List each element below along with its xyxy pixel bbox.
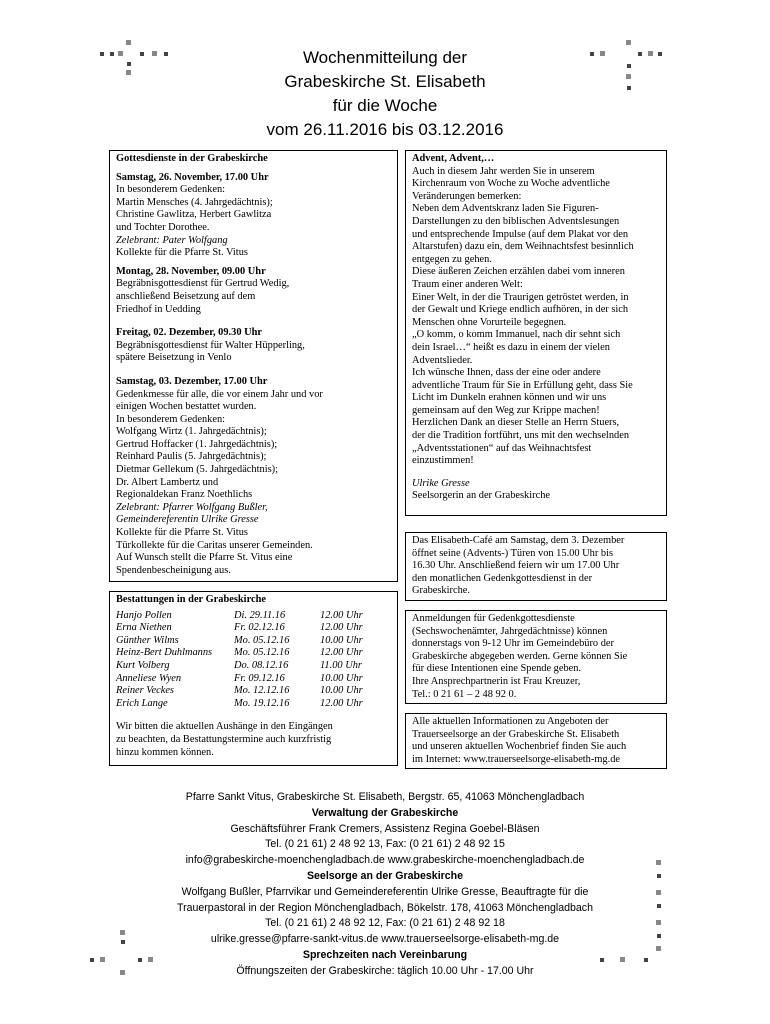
service-4-line: Regionaldekan Franz Noethlichs — [116, 489, 253, 501]
advent-text-line: Adventslieder. — [412, 354, 473, 366]
burial-row — [116, 647, 380, 660]
footer-pastoral-staff: Wolfgang Bußler, Pfarrvikar und Gemeindereferentin Ulrike Gresse, Beauftragte für die — [181, 885, 589, 898]
footer — [110, 790, 660, 980]
footer-pastoral-heading: Seelsorge an der Grabeskirche — [306, 869, 464, 882]
service-4-collection: Kollekte für die Pfarre St. Vitus — [116, 527, 248, 539]
page-title — [110, 46, 660, 142]
advent-text-line: Auch in diesem Jahr werden Sie in unserem — [412, 165, 595, 177]
advent-role: Seelsorgerin an der Grabeskirche — [412, 490, 551, 502]
advent-text-line: Licht im Dunkeln erahnen können und wir uns — [412, 392, 607, 404]
burial-date: Mo. 05.12.16 — [234, 647, 290, 659]
burial-date: Mo. 05.12.16 — [234, 634, 290, 646]
burial-date: Fr. 02.12.16 — [234, 622, 285, 634]
advent-text-line: Neben dem Adventskranz laden Sie Figuren- — [412, 203, 599, 215]
registration-text-line: Anmeldungen für Gedenkgottesdienste — [412, 613, 575, 624]
advent-text-line: Veränderungen bemerken: — [412, 190, 522, 202]
service-4-line: Reinhard Paulis (5. Jahrgedächtnis); — [116, 451, 267, 463]
burial-time: 12.00 Uhr — [320, 609, 363, 621]
registration-text-line: Tel.: 0 21 61 – 2 48 92 0. — [412, 688, 517, 700]
advent-text-line: „Adventsstationen“ auf das Weihnachtsfest — [412, 442, 592, 454]
title-line-1: Wochenmitteilung der — [302, 48, 468, 67]
footer-pastoral-address: Trauerpastoral in der Region Mönchengladbach, Bökelstr. 178, 41063 Mönchengladbach — [177, 901, 593, 914]
title-line-3: für die Woche — [332, 96, 438, 115]
burial-date: Di. 29.11.16 — [234, 609, 286, 621]
service-1-celebrant: Zelebrant: Pater Wolfgang — [116, 234, 228, 246]
burials-note-line: hinzu kommen können. — [116, 746, 214, 758]
footer-pastoral-contact: ulrike.gresse@pfarre-sankt-vitus.de www.trauerseelsorge-elisabeth-mg.de — [210, 933, 560, 946]
info-box — [405, 713, 667, 769]
burial-name: Günther Wilms — [116, 634, 179, 646]
info-text-line: im Internet: www.trauerseelsorge-elisabeth-mg.de — [412, 753, 621, 765]
burial-date: Mo. 12.12.16 — [234, 685, 290, 697]
advent-text-line: entgegen zu gehen. — [412, 253, 492, 265]
registration-text-line: Ihre Ansprechpartnerin ist Frau Kreuzer, — [412, 675, 581, 687]
advent-text-line: Herzlichen Dank an dieser Stelle an Herrn Stuers, — [412, 417, 620, 429]
service-3-line: spätere Beisetzung in Venlo — [116, 352, 232, 364]
burial-time: 12.00 Uhr — [320, 697, 363, 709]
burial-time: 12.00 Uhr — [320, 622, 363, 634]
burial-name: Erna Niethen — [116, 622, 172, 634]
burials-box — [109, 591, 398, 766]
service-2-heading: Montag, 28. November, 09.00 Uhr — [116, 265, 266, 277]
service-4-line: Dr. Albert Lambertz und — [116, 476, 219, 488]
info-text-line: Trauerseelsorge an der Grabeskirche St. Elisabeth — [412, 728, 620, 740]
advent-text-line: und entsprechende Impulse (auf dem Plakat vor den — [412, 228, 629, 240]
title-line-2: Grabeskirche St. Elisabeth — [284, 72, 486, 91]
service-4-line: Wolfgang Wirtz (1. Jahrgedächtnis); — [116, 426, 267, 438]
advent-text-line: adventliche Traum für Sie in Erfüllung geht, dass Sie — [412, 379, 633, 391]
burial-date: Fr. 09.12.16 — [234, 672, 285, 684]
burial-time: 11.00 Uhr — [320, 659, 362, 671]
burial-name: Anneliese Wyen — [116, 672, 182, 684]
burials-note-line: Wir bitten die aktuellen Aushänge in den Eingängen — [116, 721, 333, 733]
registration-box — [405, 610, 667, 704]
burials-table — [116, 610, 380, 711]
cafe-text-line: öffnet seine (Advents-) Türen von 15.00 Uhr bis — [412, 547, 614, 559]
burial-time: 10.00 Uhr — [320, 634, 363, 646]
advent-heading: Advent, Advent,… — [412, 153, 495, 164]
service-2-line: Friedhof in Uedding — [116, 303, 201, 315]
service-4-line: Gedenkmesse für alle, die vor einem Jahr und vor — [116, 388, 323, 400]
advent-text-line: Diese äußeren Zeichen erzählen dabei vom inneren — [412, 266, 625, 278]
advent-text-line: Menschen ohne Vorurteile begegnen. — [412, 316, 567, 328]
service-4-collection: Spendenbescheinigung aus. — [116, 564, 231, 576]
cafe-text-line: den monatlichen Gedenkgottesdienst in der — [412, 572, 593, 584]
burial-name: Heinz-Bert Duhlmanns — [116, 647, 213, 659]
footer-pastoral-phone: Tel. (0 21 61) 2 48 92 12, Fax: (0 21 61) 2 48 92 18 — [265, 917, 505, 930]
cafe-text-line: 16.30 Uhr. Anschließend feiern wir um 17.00 Uhr — [412, 560, 620, 572]
footer-address: Pfarre Sankt Vitus, Grabeskirche St. Elisabeth, Bergstr. 65, 41063 Mönchengladbach — [185, 791, 585, 803]
registration-text-line: Grabeskirche abgegeben werden. Gerne können Sie — [412, 650, 628, 662]
service-4-collection: Türkollekte für die Caritas unserer Gemeinden. — [116, 539, 313, 551]
service-1-line: Christine Gawlitza, Herbert Gawlitza — [116, 209, 272, 221]
service-4-line: Gertrud Hoffacker (1. Jahrgedächtnis); — [116, 438, 278, 450]
cafe-text-line: Grabeskirche. — [412, 585, 470, 597]
service-1-line: In besonderem Gedenken: — [116, 184, 226, 196]
advent-text-line: der die Tradition fortführt, uns mit den wechselnden — [412, 430, 630, 442]
burial-time: 10.00 Uhr — [320, 685, 363, 697]
footer-admin-heading: Verwaltung der Grabeskirche — [311, 806, 459, 819]
burial-name: Erich Lange — [116, 697, 168, 709]
service-4-celebrant: Zelebrant: Pfarrer Wolfgang Bußler, — [116, 501, 268, 513]
burial-date: Mo. 19.12.16 — [234, 697, 290, 709]
service-4-line: In besonderem Gedenken: — [116, 413, 226, 425]
advent-box — [405, 150, 667, 516]
registration-text-line: donnerstags von 9-12 Uhr im Gemeindebüro der — [412, 638, 614, 650]
advent-text-line: Kirchenraum von Woche zu Woche adventliche — [412, 178, 610, 190]
service-1-line: Martin Mensches (4. Jahrgedächtnis); — [116, 196, 273, 208]
burial-time: 12.00 Uhr — [320, 647, 363, 659]
burial-row — [116, 660, 380, 673]
footer-office-hours-heading: Sprechzeiten nach Vereinbarung — [302, 948, 468, 961]
cafe-box — [405, 532, 667, 601]
service-1-collection: Kollekte für die Pfarre St. Vitus — [116, 247, 248, 259]
service-3-heading: Freitag, 02. Dezember, 09.30 Uhr — [116, 327, 263, 339]
registration-text-line: für diese Intentionen eine Spende geben. — [412, 663, 582, 675]
advent-text-line: „O komm, o komm Immanuel, nach dir sehnt sich — [412, 329, 621, 341]
service-2-line: anschließend Beisetzung auf dem — [116, 290, 256, 302]
burials-note-line: zu beachten, da Bestattungstermine auch kurzfristig — [116, 733, 332, 745]
burial-row — [116, 622, 380, 635]
cafe-text-line: Das Elisabeth-Café am Samstag, dem 3. Dezember — [412, 535, 625, 546]
advent-text-line: einzustimmen! — [412, 455, 474, 467]
advent-signature: Ulrike Gresse — [412, 477, 470, 489]
burial-row — [116, 698, 380, 711]
advent-text-line: Ich wünsche Ihnen, dass der eine oder andere — [412, 367, 601, 379]
registration-text-line: (Sechswochenämter, Jahrgedächtnisse) können — [412, 625, 608, 637]
footer-opening-hours: Öffnungszeiten der Grabeskirche: täglich 10.00 Uhr - 17.00 Uhr — [236, 964, 534, 977]
footer-admin-contact: info@grabeskirche-moenchengladbach.de www.grabeskirche-moenchengladbach.de — [185, 854, 585, 867]
advent-text-line: Traum einer anderen Welt: — [412, 278, 523, 290]
service-1-heading: Samstag, 26. November, 17.00 Uhr — [116, 171, 269, 183]
advent-text-line: der Gewalt und Kriege endlich aufhören, in der sich — [412, 304, 629, 316]
service-4-celebrant: Gemeindereferentin Ulrike Gresse — [116, 514, 259, 526]
burial-row — [116, 685, 380, 698]
burial-name: Reiner Veckes — [116, 685, 174, 697]
burial-row — [116, 635, 380, 648]
advent-text-line: Darstellungen zu den biblischen Adventslesungen — [412, 215, 620, 227]
footer-admin-phone: Tel. (0 21 61) 2 48 92 13, Fax: (0 21 61) 2 48 92 15 — [265, 838, 505, 851]
burial-time: 10.00 Uhr — [320, 672, 363, 684]
services-heading: Gottesdienste in der Grabeskirche — [116, 153, 268, 164]
service-4-line: Dietmar Gellekum (5. Jahrgedächtnis); — [116, 464, 278, 476]
service-4-line: einigen Wochen bestattet wurden. — [116, 401, 257, 413]
burial-name: Hanjo Pollen — [116, 609, 172, 621]
footer-admin-staff: Geschäftsführer Frank Cremers, Assistenz Regina Goebel-Bläsen — [230, 822, 540, 835]
burial-row — [116, 610, 380, 623]
service-4-collection: Auf Wunsch stellt die Pfarre St. Vitus eine — [116, 552, 293, 564]
burials-heading: Bestattungen in der Grabeskirche — [116, 594, 266, 605]
advent-text-line: dein Israel…“ heißt es dazu in einem der vielen — [412, 341, 610, 353]
services-box — [109, 150, 398, 582]
info-text-line: und unseren aktuellen Wochenbrief finden Sie auch — [412, 741, 627, 753]
advent-text-line: Einer Welt, in der die Traurigen getröstet werden, in — [412, 291, 629, 303]
title-line-4: vom 26.11.2016 bis 03.12.2016 — [266, 120, 504, 139]
advent-text-line: Altarstufen) dazu ein, dem Weihnachtsfest besinnlich — [412, 241, 634, 253]
burial-row — [116, 673, 380, 686]
service-3-line: Begräbnisgottesdienst für Walter Hüpperling, — [116, 339, 305, 351]
info-text-line: Alle aktuellen Informationen zu Angeboten der — [412, 716, 609, 727]
service-4-heading: Samstag, 03. Dezember, 17.00 Uhr — [116, 375, 268, 387]
advent-text-line: gemeinsam auf den Weg zur Krippe machen! — [412, 404, 600, 416]
service-1-line: und Tochter Dorothee. — [116, 221, 210, 233]
burial-date: Do. 08.12.16 — [234, 659, 289, 671]
burial-name: Kurt Volberg — [116, 659, 170, 671]
service-2-line: Begräbnisgottesdienst für Gertrud Wedig, — [116, 278, 290, 290]
